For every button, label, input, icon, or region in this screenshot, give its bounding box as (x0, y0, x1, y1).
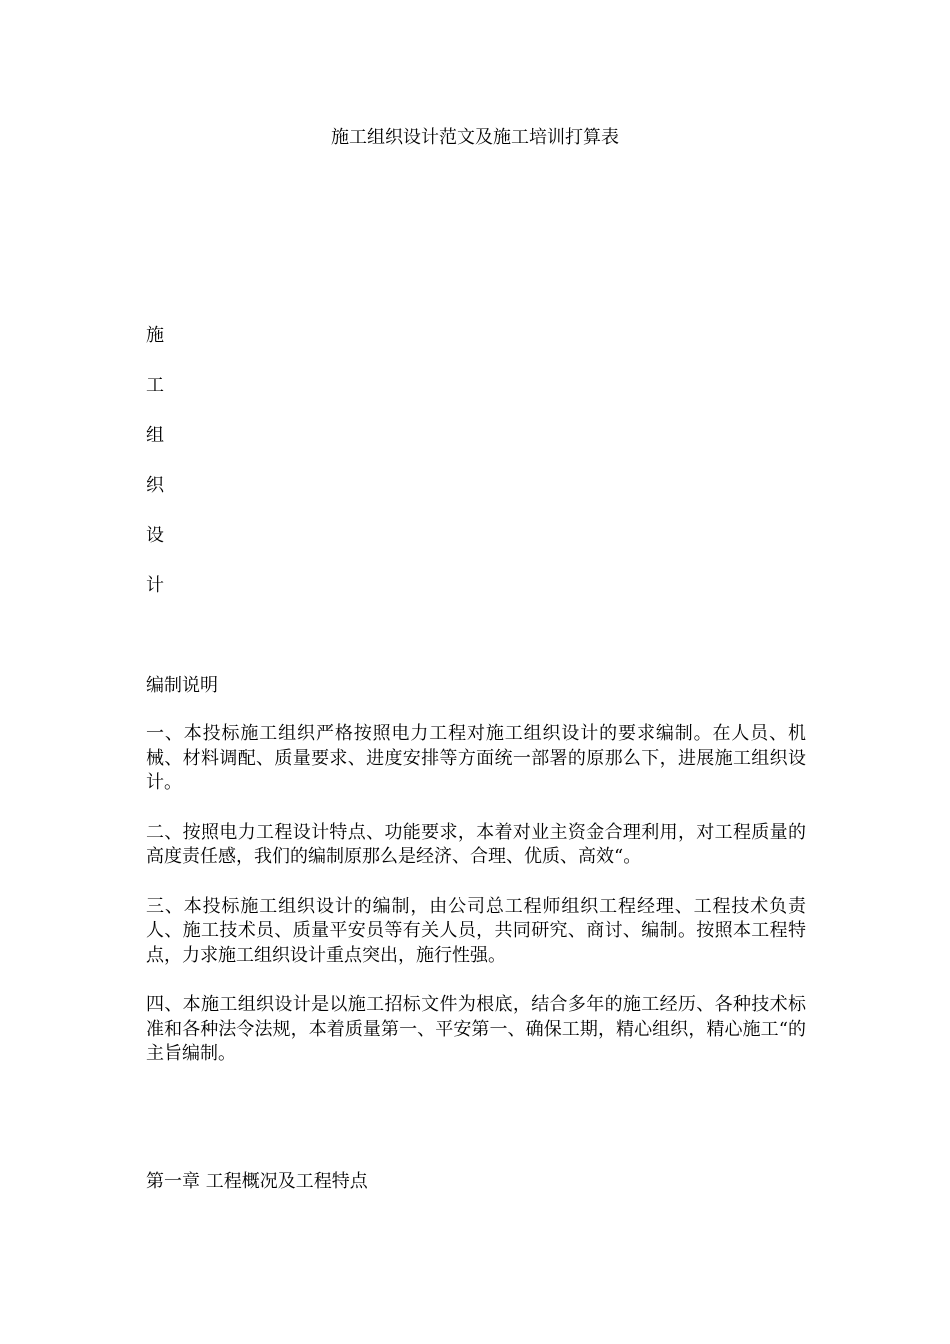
vertical-title (146, 324, 186, 624)
paragraph: 一、本投标施工组织严格按照电力工程对施工组织设计的要求编制。在人员、机械、材料调配、质量要求、进度安排等方面统一部署的原那么下，进展施工组织设计。 (146, 723, 806, 793)
document-title: 施工组织设计范文及施工培训打算表 (331, 127, 619, 148)
preface-paragraphs (146, 722, 806, 1092)
vertical-title-char: 织 (146, 475, 164, 496)
paragraph: 二、按照电力工程设计特点、功能要求，本着对业主资金合理利用，对工程质量的高度责任感，我们的编制原那么是经济、合理、优质、高效“。 (146, 821, 806, 867)
vertical-title-char: 计 (146, 575, 164, 596)
vertical-title-char: 设 (146, 525, 164, 546)
vertical-title-char: 施 (146, 325, 164, 346)
vertical-title-char: 工 (146, 375, 164, 396)
paragraph: 四、本施工组织设计是以施工招标文件为根底，结合多年的施工经历、各种技术标准和各种法令法规，本着质量第一、平安第一、确保工期，精心组织，精心施工“的主旨编制。 (146, 994, 806, 1064)
paragraph: 三、本投标施工组织设计的编制，由公司总工程师组织工程经理、工程技术负责人、施工技术员、质量平安员等有关人员，共同研究、商讨、编制。按照本工程特点，力求施工组织设计重点突出，施行性强。 (146, 895, 806, 966)
chapter-heading: 第一章 工程概况及工程特点 (146, 1171, 368, 1192)
vertical-title-char: 组 (146, 425, 164, 446)
preface-heading: 编制说明 (146, 675, 218, 696)
